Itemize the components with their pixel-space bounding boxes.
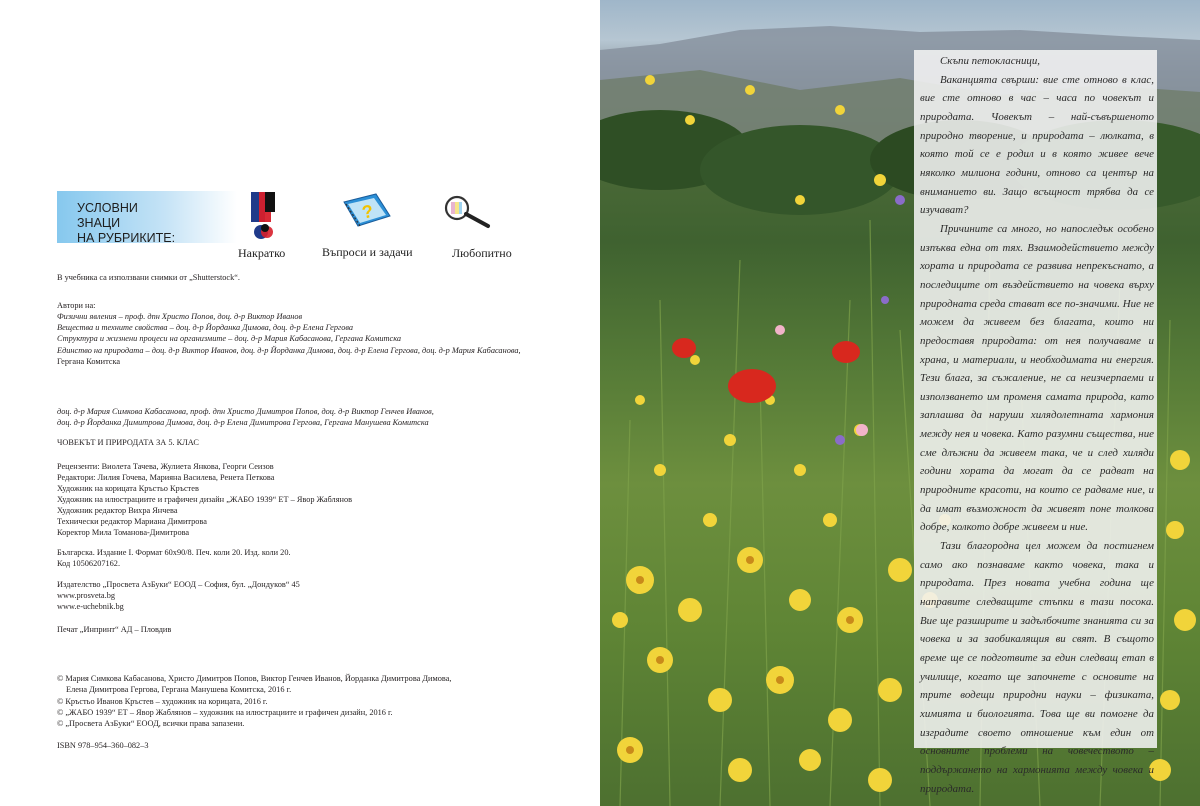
authors-heading: Автори на: (57, 301, 96, 310)
full-names-line: доц. д-р Мария Симкова Кабасанова, проф. дпн Христо Димитров Попов, доц. д-р Виктор Генчев Иванов, (57, 407, 434, 416)
letter-paragraph: Ваканцията свърши: вие сте отново в клас, вие сте отново в час – часа по човекът и природата. Човекът – най-съвършеното природно творение, и природата – люлката, в която той се е родил и в която живее вече няколко милиона години, отново са център на вниманието ви. Защо всъщност трябва да се изучават? (920, 73, 1154, 217)
exclamation-icon (247, 190, 283, 242)
letter-paragraph: Причините са много, но напоследък особено изпъква една от тях. Взаимодействието между хората и природата се развива непрекъснато, а последиците от въздействието на човека върху природната среда стават все по-значими. Ние не можем да живеем без благата, които ни предоставя природата: от нея получаваме и храна, и материали, и необходимата ни енергия. Тези блага, за съжаление, не са неизчерпаеми и използването им променя самата природа, като заплашва да наруши хилядолетната хармония между нея и човека. Като разумни същества, ние сме длъжни да живеем така, че и след хиляди години хората да могат да се радват на природните красоти, на които се радваме ние, и да имат възможност да живеят поне толкова добре, колкото добре живеем и ние. (920, 222, 1154, 534)
publisher-url: www.e-uchebnik.bg (57, 602, 124, 611)
authors-line: Единство на природата – доц. д-р Виктор Иванов, доц. д-р Йорданка Димова, доц. д-р Елена Гергова, доц. д-р Мария Кабасанова, (57, 346, 521, 355)
legend-title: УСЛОВНИ ЗНАЦИ НА РУБРИКИТЕ: (77, 201, 176, 245)
staff-line: Художник на корицата Кръстьо Кръстев (57, 484, 199, 493)
letter-text (920, 52, 1154, 798)
authors-line: Гергана Комитска (57, 357, 121, 366)
staff-line: Художник на илюстрациите и графичен дизайн „ЖАБО 1939“ ЕТ – Явор Жаблянов (57, 495, 353, 504)
svg-text:?: ? (360, 200, 375, 223)
staff-line: Редактори: Лилия Гочева, Марияна Василева, Ренета Петкова (57, 473, 275, 482)
full-names-line: доц. д-р Йорданка Димитрова Димова, доц. д-р Елена Димитрова Гергова, Гергана Манушева Комитска (57, 418, 429, 427)
letter-paragraph: Тази благородна цел можем да постигнем само ако познаваме както човека, така и природата. През новата учебна година ще направите следващите стъпки в тази посока. Вие ще разширите и задълбочите знанията си за човека и за заобикалящия ви свят. В същото време ще се подготвите за един следващ етап в училище, когато ще започнете с основите на трите водещи природни науки – физиката, химията и биологията. Това ще ви помогне да изградите своето отношение към един от основните проблеми на човечеството – поддържането на хармонията между човека и природата. (920, 540, 1154, 795)
authors-line: Физични явления – проф. дпн Христо Попов, доц. д-р Виктор Иванов (57, 312, 303, 321)
magnifier-icon (443, 194, 491, 230)
staff-line: Рецензенти: Виолета Тачева, Жулиета Янкова, Георги Сеизов (57, 462, 274, 471)
staff-line: Художник редактор Вихра Янчева (57, 506, 178, 515)
staff-line: Технически редактор Мариана Димитрова (57, 517, 207, 526)
edition-line: Българска. Издание I. Формат 60х90/8. Печ. коли 20. Изд. коли 20. (57, 548, 291, 557)
letter-greeting: Скъпи петокласници, (940, 55, 1041, 67)
authors-line: Вещества и техните свойства – доц. д-р Йорданка Димова, доц. д-р Елена Гергова (57, 323, 354, 332)
copyright-line: © „ЖАБО 1939“ ЕТ – Явор Жаблянов – художник на илюстрациите и графичен дизайн, 2016 г. (57, 708, 393, 717)
isbn: ISBN 978–954–360–082–3 (57, 741, 149, 750)
legend-label-questions: Въпроси и задачи (322, 245, 413, 259)
authors-line: Структура и жизнени процеси на организмите – доц. д-р Мария Кабасанова, Гергана Комитска (57, 334, 402, 343)
legend-label-short: Накратко (238, 246, 286, 260)
edition-line: Код 10506207162. (57, 559, 121, 568)
shutterstock-note: В учебника са използвани снимки от „Shutterstock“. (57, 273, 240, 282)
notebook-question-icon (340, 192, 394, 232)
legend-banner (57, 191, 237, 243)
legend-label-curious: Любопитно (452, 246, 512, 260)
publisher-line: Издателство „Просвета АзБуки“ ЕООД – София, бул. „Дондуков“ 45 (57, 580, 300, 589)
copyright-line: Елена Димитрова Гергова, Гергана Манушева Комитска, 2016 г. (66, 685, 292, 694)
copyright-line: © Кръстьо Иванов Кръстев – художник на корицата, 2016 г. (57, 697, 268, 706)
staff-line: Коректор Мила Томанова-Димитрова (57, 528, 190, 537)
publisher-url: www.prosveta.bg (57, 591, 115, 600)
book-title: ЧОВЕКЪТ И ПРИРОДАТА ЗА 5. КЛАС (57, 438, 199, 447)
copyright-line: © Мария Симкова Кабасанова, Христо Димитров Попов, Виктор Генчев Иванов, Йорданка Димитрова Димова, (57, 674, 452, 683)
printer-line: Печат „Инпринт“ АД – Пловдив (57, 625, 172, 634)
copyright-line: © „Просвета АзБуки“ ЕООД, всички права запазени. (57, 719, 245, 728)
